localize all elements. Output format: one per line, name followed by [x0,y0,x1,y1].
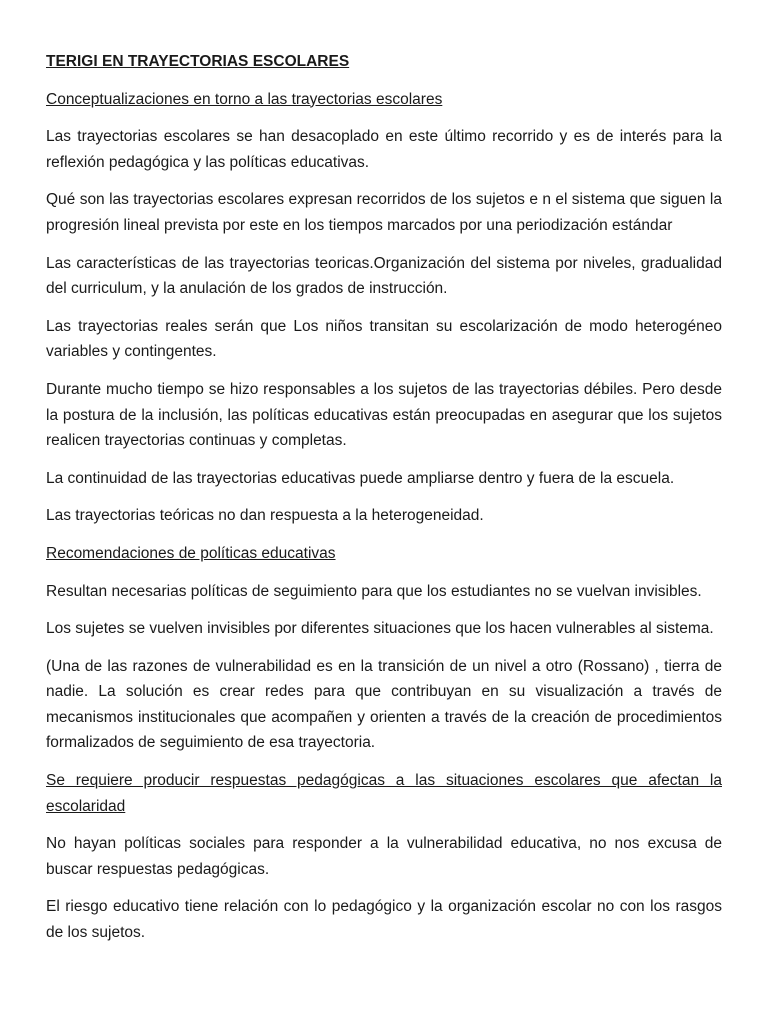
paragraph: Durante mucho tiempo se hizo responsables a los sujetos de las trayectorias débiles. Pero desde la postura de la inclusión, las políticas educativas están preocupadas en asegurar que los sujetos realicen trayectorias continuas y completas. [46,380,722,450]
paragraph: Resultan necesarias políticas de seguimiento para que los estudiantes no se vuelvan invisibles. [46,582,702,600]
paragraph: El riesgo educativo tiene relación con lo pedagógico y la organización escolar no con los rasgos de los sujetos. [46,898,722,942]
section-heading-recomendaciones: Recomendaciones de políticas educativas [46,544,336,562]
paragraph: (Una de las razones de vulnerabilidad es en la transición de un nivel a otro (Rossano) , tierra de nadie. La solución es crear redes para que contribuyan en su visualización a través de mecanismos institucionales que acompañen y orienten a través de la creación de procedimientos formalizados de seguimiento de esa trayectoria. [46,657,722,752]
paragraph: La continuidad de las trayectorias educativas puede ampliarse dentro y fuera de la escuela. [46,469,675,487]
paragraph: Las trayectorias reales serán que Los niños transitan su escolarización de modo heterogéneo variables y contingentes. [46,317,722,361]
paragraph: Los sujetes se vuelven invisibles por diferentes situaciones que los hacen vulnerables al sistema. [46,620,714,638]
document-title: TERIGI EN TRAYECTORIAS ESCOLARES [46,53,350,70]
section-heading-conceptualizaciones: Conceptualizaciones en torno a las trayectorias escolares [46,90,443,108]
document-page [46,49,722,958]
paragraph: No hayan políticas sociales para responder a la vulnerabilidad educativa, no nos excusa de buscar respuestas pedagógicas. [46,835,722,878]
paragraph: Las características de las trayectorias teoricas.Organización del sistema por niveles, gradualidad del curriculum, y la anulación de los grados de instrucción. [46,254,722,298]
section-heading-respuestas-pedagogicas: Se requiere producir respuestas pedagógicas a las situaciones escolares que afectan la escolaridad [46,772,722,815]
paragraph: Qué son las trayectorias escolares expresan recorridos de los sujetos e n el sistema que siguen la progresión lineal prevista por este en los tiempos marcados por una periodización estándar [46,191,722,234]
paragraph: Las trayectorias escolares se han desacoplado en este último recorrido y es de interés para la reflexión pedagógica y las políticas educativas. [46,128,722,171]
paragraph: Las trayectorias teóricas no dan respuesta a la heterogeneidad. [46,507,484,525]
